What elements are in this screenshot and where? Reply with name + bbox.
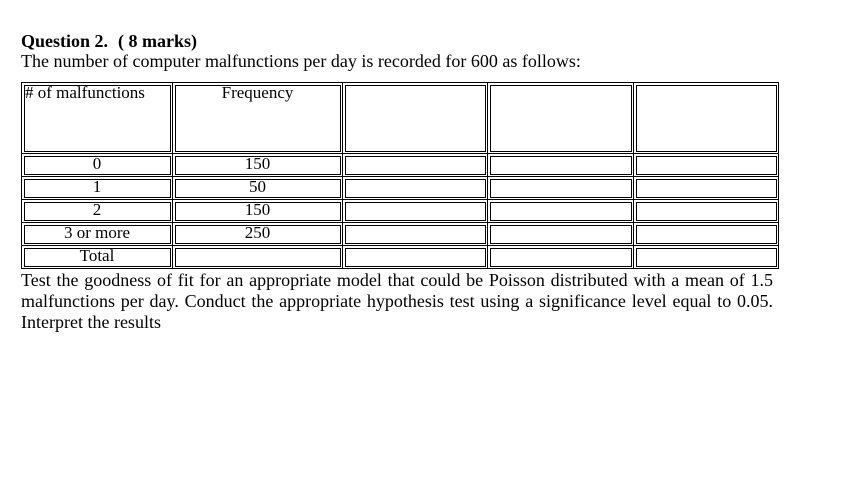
- header-malfunctions: # of malfunctions: [22, 83, 173, 154]
- table-row: [22, 223, 779, 246]
- header-blank-col-3: [343, 83, 488, 154]
- cell-malfunctions: 0: [22, 154, 173, 177]
- question-intro: The number of computer malfunctions per day is recorded for 600 as follows:: [21, 51, 581, 71]
- header-frequency: Frequency: [173, 83, 343, 154]
- cell-blank: [343, 200, 488, 223]
- cell-blank: [634, 200, 779, 223]
- frequency-table: [21, 82, 779, 269]
- cell-frequency: 150: [173, 154, 343, 177]
- cell-total-frequency: [173, 246, 343, 269]
- header-blank-col-5: [634, 83, 779, 154]
- table-row: [22, 200, 779, 223]
- cell-blank: [634, 246, 779, 269]
- table-row: [22, 154, 779, 177]
- cell-malfunctions: 3 or more: [22, 223, 173, 246]
- question-title: Question 2.: [21, 31, 109, 51]
- cell-blank: [488, 223, 634, 246]
- cell-frequency: 150: [173, 200, 343, 223]
- table-row: [22, 177, 779, 200]
- cell-blank: [488, 177, 634, 200]
- cell-frequency: 50: [173, 177, 343, 200]
- question-heading: [21, 31, 197, 52]
- table-header-row: [22, 83, 779, 154]
- cell-malfunctions: 2: [22, 200, 173, 223]
- question-marks: ( 8 marks): [118, 31, 198, 51]
- cell-blank: [488, 154, 634, 177]
- cell-frequency: 250: [173, 223, 343, 246]
- cell-total-label: Total: [22, 246, 173, 269]
- cell-blank: [343, 177, 488, 200]
- cell-blank: [634, 177, 779, 200]
- header-blank-col-4: [488, 83, 634, 154]
- question-instructions: Test the goodness of fit for an appropriate model that could be Poisson distributed with a mean of 1.5 malfunctions per day. Conduct the appropriate hypothesis test using a significance level equal to 0.05. Interpret the results: [21, 270, 773, 332]
- cell-blank: [343, 154, 488, 177]
- cell-blank: [634, 154, 779, 177]
- cell-blank: [343, 246, 488, 269]
- cell-malfunctions: 1: [22, 177, 173, 200]
- cell-blank: [634, 223, 779, 246]
- cell-blank: [343, 223, 488, 246]
- cell-blank: [488, 246, 634, 269]
- table-row-total: [22, 246, 779, 269]
- cell-blank: [488, 200, 634, 223]
